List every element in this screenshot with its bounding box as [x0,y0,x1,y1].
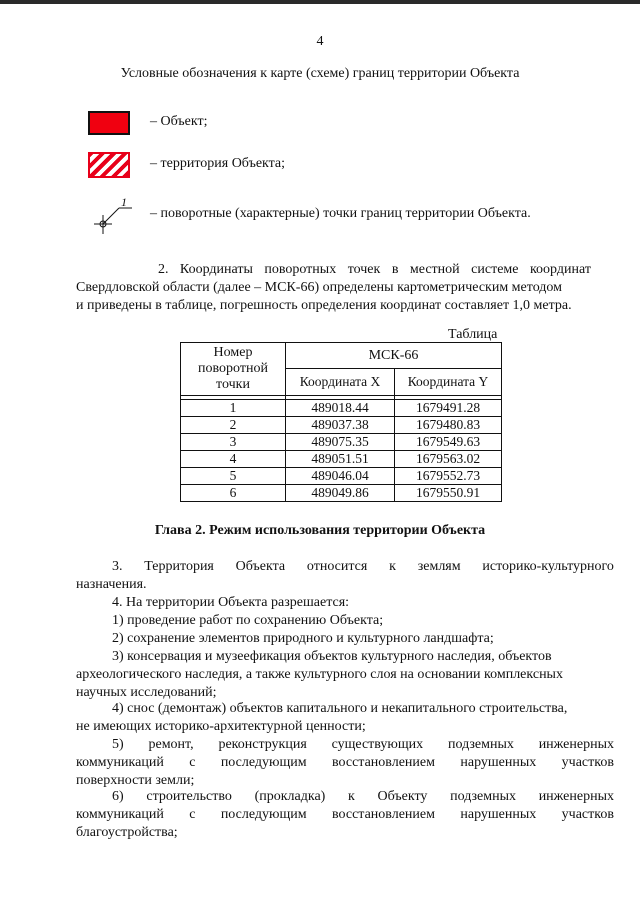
item5-line1-text: 5) ремонт, реконструкция существующих подземных инженерных [112,737,614,752]
item5-line2 [76,754,614,772]
table-row: 5 489046.04 1679552.73 [181,468,502,485]
object-swatch-icon [88,111,130,135]
item6-line1 [112,788,614,806]
turning-point-icon [86,194,136,238]
item4-line2: не имеющих историко-архитектурной ценности; [76,719,366,734]
item5-line3: поверхности земли; [76,773,195,788]
item3-line3: научных исследований; [76,685,217,700]
marker-label: 1 [121,195,127,209]
section2-line1 [112,261,614,279]
coordinates-table [180,342,502,502]
item2: 2) сохранение элементов природного и культурного ландшафта; [112,631,494,646]
p4-line: 4. На территории Объекта разрешается: [112,595,350,610]
scan-edge [0,0,640,4]
p3-line1-text: 3. Территория Объекта относится к землям историко-культурного [112,559,614,574]
item5-line1 [112,736,614,754]
table-row: 3 489075.35 1679549.63 [181,434,502,451]
section2-line2: Свердловской области (далее – МСК-66) определены картометрическим методом [76,280,563,295]
item6-line2 [76,806,614,824]
item4-line1: 4) снос (демонтаж) объектов капитального и некапитального строительства, [112,701,568,716]
legend-item-object: – Объект; [150,114,208,129]
item3-line1: 3) консервация и музеефикация объектов культурного наследия, объектов [112,649,552,664]
table-row: 6 489049.86 1679550.91 [181,485,502,502]
legend-item-territory: – территория Объекта; [150,156,286,171]
item6-line3: благоустройства; [76,825,178,840]
table-row: 1 489018.44 1679491.28 [181,400,502,417]
section2-line1-text: 2. Координаты поворотных точек в местной системе координат [157,262,591,277]
item3-line2: археологического наследия, а также культурного слоя на основании комплексных [76,667,563,682]
table-row: 4 489051.51 1679563.02 [181,451,502,468]
section2-line3: и приведены в таблице, погрешность определения координат составляет 1,0 метра. [76,298,572,313]
header-system: МСК-66 [286,343,502,369]
legend-title: Условные обозначения к карте (схеме) границ территории Объекта [120,66,520,81]
item6-line2-text: коммуникаций с последующим восстановлением нарушенных участков [76,807,614,822]
table-row: 2 489037.38 1679480.83 [181,417,502,434]
item1: 1) проведение работ по сохранению Объекта; [112,613,384,628]
table-label: Таблица [448,327,498,342]
page-number: 4 [316,34,324,49]
legend-item-points: – поворотные (характерные) точки границ территории Объекта. [150,206,531,221]
item6-line1-text: 6) строительство (прокладка) к Объекту подземных инженерных [112,789,614,804]
header-point-number: Номер поворотной точки [181,343,286,396]
header-x: Координата X [286,369,395,396]
p3-line1 [112,558,614,576]
chapter-title: Глава 2. Режим использования территории Объекта [154,523,486,538]
item5-line2-text: коммуникаций с последующим восстановлением нарушенных участков [76,755,614,770]
territory-hatch-icon [88,152,130,178]
p3-line2: назначения. [76,577,147,592]
header-y: Координата Y [395,369,502,396]
